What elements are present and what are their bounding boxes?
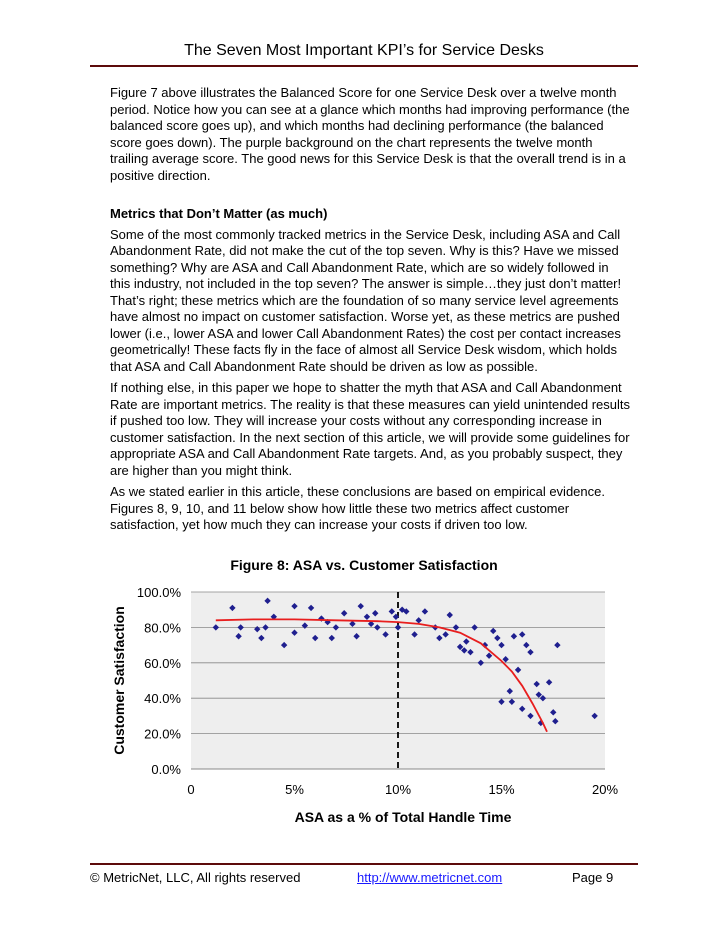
y-tick-label: 0.0% [151, 762, 181, 777]
page-header: The Seven Most Important KPI’s for Service Desks [184, 42, 544, 59]
paragraph-metrics: Some of the most commonly tracked metrics in the Service Desk, including ASA and Call Abandonment Rate, did not make the cut of the top seven. Why is this? Have we missed something? Why are ASA and Call Abandonment Rate, which are so widely followed in this industry, not included in the top seven? The answer is simple…they just don’t matter! That’s right; these metrics which are the foundation of so many service level agreements have almost no impact on customer satisfaction. Worse yet, as these metrics are pushed lower (i.e., lower ASA and lower Call Abandonment Rates) the cost per contact increases geometrically! These facts fly in the face of almost all Service Desk wisdom, which holds that ASA and Call Abandonment Rate should be driven as low as possible. [110, 226, 622, 374]
x-tick-label: 5% [285, 782, 304, 797]
x-tick-label: 15% [488, 782, 515, 797]
figure-title: Figure 8: ASA vs. Customer Satisfaction [230, 557, 498, 573]
footer-page-number: Page 9 [572, 870, 614, 885]
header-rule [90, 65, 638, 67]
y-tick-label: 100.0% [136, 585, 181, 600]
y-tick-label: 20.0% [144, 726, 181, 742]
footer-url-link[interactable]: http://www.metricnet.com [357, 870, 503, 885]
paragraph-figure7: Figure 7 above illustrates the Balanced Score for one Service Desk over a twelve month period. Notice how you can see at a glance which months had improving performance (the balanced score goes up), and which months had declining performance (the balanced score goes down). The purple background on the chart represents the twelve month trailing average score. The good news for this Service Desk is that the overall trend is in a positive direction. [110, 85, 630, 183]
x-tick-label: 0 [187, 782, 195, 797]
section-heading: Metrics that Don’t Matter (as much) [110, 206, 328, 221]
x-tick-label: 20% [591, 782, 619, 797]
y-tick-label: 40.0% [144, 691, 181, 707]
x-axis-title: ASA as a % of Total Handle Time [294, 809, 512, 825]
y-tick-label: 80.0% [144, 620, 181, 636]
section-block [110, 206, 630, 534]
figure-8-chart [100, 577, 640, 832]
x-tick-label: 10% [384, 782, 412, 797]
scatter-chart [100, 577, 640, 832]
intro-paragraph [110, 85, 630, 184]
paragraph-myth: If nothing else, in this paper we hope to shatter the myth that ASA and Call Abandonment Rate are important metrics. The reality is that these measures can yield unintended results if pushed too low. They will increase your costs without any corresponding increase in customer satisfaction. In the next section of this article, we will provide some guidelines for appropriate ASA and Call Abandonment Rate targets. And, as you probably suspect, they are higher than you might think. [110, 380, 631, 478]
y-tick-label: 60.0% [144, 655, 181, 671]
y-axis-title: Customer Satisfaction [111, 606, 127, 755]
footer-copyright: © MetricNet, LLC, All rights reserved [90, 870, 301, 885]
paragraph-evidence: As we stated earlier in this article, these conclusions are based on empirical evidence. Figures 8, 9, 10, and 11 below show how little these two metrics affect customer satisfaction, yet how much they can increase your costs if driven too low. [110, 484, 605, 532]
footer-rule [90, 863, 638, 865]
